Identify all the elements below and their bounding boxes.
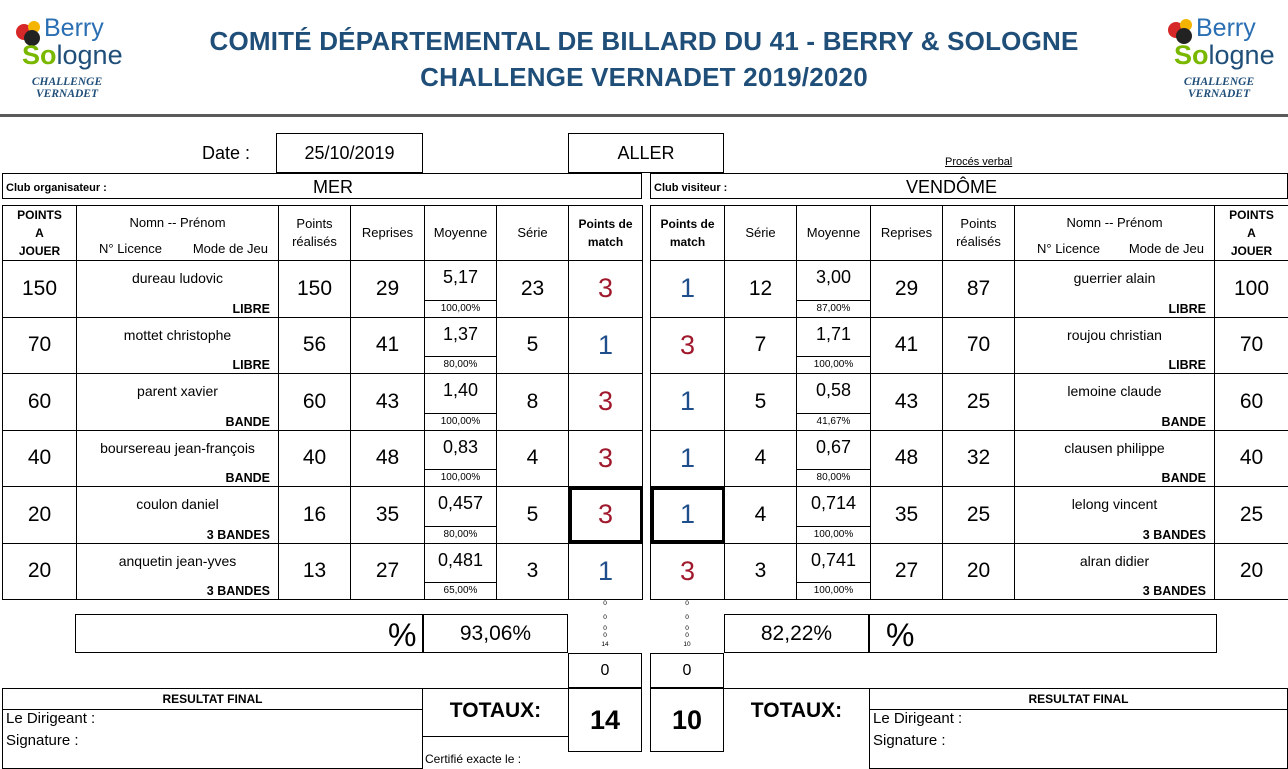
- points-match-cell: 3: [651, 317, 725, 374]
- dirigeant-label: Le Dirigeant :: [6, 710, 96, 727]
- player-cell: [77, 543, 279, 600]
- points-a-jouer-cell: 60: [1215, 374, 1288, 431]
- club-vis-name: VENDÔME: [906, 177, 998, 197]
- points-a-jouer-cell: 40: [1215, 430, 1288, 487]
- player-name: guerrier alain: [1073, 270, 1156, 286]
- reprises-cell: 27: [871, 543, 943, 600]
- reprises-cell: 41: [871, 317, 943, 374]
- points-a-jouer-cell: 70: [1215, 317, 1288, 374]
- moyenne-value: 3,00: [815, 267, 852, 287]
- moyenne-value: 0,83: [442, 436, 479, 457]
- player-name: lelong vincent: [1071, 496, 1158, 512]
- signature-label: Signature :: [873, 732, 946, 749]
- reprises-cell: 43: [351, 374, 425, 431]
- player-cell: [1015, 261, 1215, 318]
- col-serie: Série: [725, 206, 797, 261]
- points-match-cell: 3: [651, 543, 725, 600]
- reprises-cell: 27: [351, 543, 425, 600]
- club-org-name: MER: [313, 177, 353, 197]
- col-nom-prenom: Nomn -- Prénom N° Licence Mode de Jeu: [1015, 206, 1215, 261]
- home-small-values: 0 0 0 0 14: [601, 600, 609, 648]
- points-a-jouer-cell: 70: [3, 317, 77, 374]
- moyenne-value: 5,17: [442, 267, 479, 287]
- moyenne-cell: [797, 430, 871, 487]
- home-percent-box: [75, 614, 423, 653]
- points-realises-cell: 40: [279, 430, 351, 487]
- table-row: [3, 487, 643, 544]
- club-vis-label: Club visiteur :: [654, 182, 728, 194]
- table-row: [3, 261, 643, 318]
- player-cell: [1015, 374, 1215, 431]
- logo-right: [1160, 8, 1278, 112]
- moyenne-percent: 41,67%: [797, 413, 870, 429]
- date-value: 25/10/2019: [276, 133, 423, 173]
- points-realises-cell: 25: [943, 374, 1015, 431]
- player-name: lemoine claude: [1067, 383, 1162, 399]
- logo-subtitle: CHALLENGE VERNADET: [1183, 76, 1255, 100]
- moyenne-value: 0,714: [810, 493, 857, 513]
- points-match-cell: 1: [569, 317, 643, 374]
- away-header-row: [651, 206, 1288, 261]
- moyenne-percent: 100,00%: [425, 469, 496, 485]
- resultat-final-label: RESULTAT FINAL: [870, 692, 1287, 710]
- table-row: [651, 543, 1288, 600]
- leg-value: ALLER: [568, 133, 724, 173]
- points-realises-cell: 32: [943, 430, 1015, 487]
- game-mode: LIBRE: [1168, 358, 1206, 372]
- moyenne-percent: 80,00%: [425, 356, 496, 372]
- game-mode: LIBRE: [232, 358, 270, 372]
- totaux-label: TOTAUX:: [750, 699, 843, 722]
- logo-sologne-text: Sologne: [1174, 40, 1275, 70]
- col-points-realises: Points réalisés: [943, 206, 1015, 261]
- game-mode: BANDE: [1161, 471, 1206, 485]
- page-subtitle: CHALLENGE VERNADET 2019/2020: [420, 62, 868, 92]
- serie-cell: 5: [497, 487, 569, 544]
- player-cell: [77, 374, 279, 431]
- serie-cell: 3: [497, 543, 569, 600]
- col-points-match: Points de match: [569, 206, 643, 261]
- moyenne-cell: [425, 317, 497, 374]
- table-row: [3, 374, 643, 431]
- player-name: mottet christophe: [123, 326, 232, 343]
- dirigeant-label: Le Dirigeant :: [873, 710, 963, 727]
- game-mode: 3 BANDES: [206, 527, 270, 542]
- player-cell: [1015, 317, 1215, 374]
- points-a-jouer-cell: 60: [3, 374, 77, 431]
- home-zero: 0: [568, 653, 642, 688]
- table-row: [651, 261, 1288, 318]
- player-cell: [77, 487, 279, 544]
- away-results-table: [650, 205, 1288, 600]
- player-name: clausen philippe: [1064, 439, 1165, 456]
- points-realises-cell: 87: [943, 261, 1015, 318]
- serie-cell: 7: [725, 317, 797, 374]
- col-reprises: Reprises: [351, 206, 425, 261]
- col-points-match: Points de match: [651, 206, 725, 261]
- points-a-jouer-cell: 100: [1215, 261, 1288, 318]
- table-row: [651, 487, 1288, 544]
- points-a-jouer-cell: 150: [3, 261, 77, 318]
- player-cell: [77, 261, 279, 318]
- table-row: [3, 317, 643, 374]
- reprises-cell: 29: [351, 261, 425, 318]
- away-zero: 0: [650, 653, 724, 688]
- game-mode: BANDE: [225, 471, 270, 485]
- points-realises-cell: 25: [943, 487, 1015, 544]
- serie-cell: 4: [725, 430, 797, 487]
- club-visiteur-box: [650, 173, 1288, 199]
- serie-cell: 5: [497, 317, 569, 374]
- home-header-row: [3, 206, 643, 261]
- points-realises-cell: 16: [279, 487, 351, 544]
- game-mode: 3 BANDES: [1142, 584, 1206, 598]
- moyenne-value: 0,481: [437, 549, 484, 570]
- reprises-cell: 48: [871, 430, 943, 487]
- logo-berry-text: Berry: [44, 14, 104, 42]
- reprises-cell: 41: [351, 317, 425, 374]
- signature-label: Signature :: [6, 732, 79, 749]
- resultat-final-label: RESULTAT FINAL: [3, 692, 422, 710]
- moyenne-percent: 100,00%: [797, 582, 870, 598]
- moyenne-value: 0,58: [815, 380, 852, 400]
- serie-cell: 12: [725, 261, 797, 318]
- points-match-cell: 1: [651, 374, 725, 431]
- col-points-realises: Points réalisés: [279, 206, 351, 261]
- points-a-jouer-cell: 20: [3, 487, 77, 544]
- reprises-cell: 35: [351, 487, 425, 544]
- serie-cell: 23: [497, 261, 569, 318]
- club-org-label: Club organisateur :: [6, 182, 107, 194]
- col-nom-prenom: Nomn -- Prénom N° Licence Mode de Jeu: [77, 206, 279, 261]
- col-moyenne: Moyenne: [425, 206, 497, 261]
- points-a-jouer-cell: 40: [3, 430, 77, 487]
- player-name: alran didier: [1079, 552, 1150, 569]
- moyenne-percent: 100,00%: [797, 356, 870, 372]
- points-match-cell: 1: [569, 543, 643, 600]
- game-mode: 3 BANDES: [206, 584, 270, 598]
- moyenne-cell: [797, 374, 871, 431]
- moyenne-cell: [797, 543, 871, 600]
- serie-cell: 5: [725, 374, 797, 431]
- reprises-cell: 43: [871, 374, 943, 431]
- moyenne-percent: 80,00%: [797, 469, 870, 485]
- moyenne-percent: 87,00%: [797, 300, 870, 316]
- reprises-cell: 48: [351, 430, 425, 487]
- totaux-label: TOTAUX:: [449, 699, 542, 722]
- away-small-values: 0 0 0 0 10: [683, 600, 691, 648]
- home-results-table: [2, 205, 643, 600]
- page-title: COMITÉ DÉPARTEMENTAL DE BILLARD DU 41 - BERRY & SOLOGNE: [209, 26, 1079, 56]
- table-row: [651, 317, 1288, 374]
- moyenne-cell: [797, 261, 871, 318]
- serie-cell: 8: [497, 374, 569, 431]
- points-a-jouer-cell: 20: [3, 543, 77, 600]
- serie-cell: 4: [725, 487, 797, 544]
- table-row: [651, 430, 1288, 487]
- moyenne-cell: [797, 317, 871, 374]
- away-percent-box: [869, 614, 1217, 653]
- totaux-box-away: [724, 688, 869, 769]
- points-match-cell: 1: [651, 430, 725, 487]
- player-cell: [1015, 487, 1215, 544]
- moyenne-value: 0,457: [437, 493, 484, 513]
- game-mode: LIBRE: [232, 301, 270, 316]
- player-cell: [77, 430, 279, 487]
- points-match-cell: 3: [569, 430, 643, 487]
- player-cell: [1015, 543, 1215, 600]
- table-row: [3, 430, 643, 487]
- col-points-a-jouer: POINTS A JOUER: [3, 206, 77, 261]
- moyenne-value: 1,40: [442, 380, 479, 400]
- points-realises-cell: 150: [279, 261, 351, 318]
- game-mode: LIBRE: [1168, 301, 1206, 316]
- points-realises-cell: 70: [943, 317, 1015, 374]
- player-name: anquetin jean-yves: [118, 552, 237, 569]
- player-name: boursereau jean-françois: [100, 439, 255, 456]
- moyenne-value: 0,741: [810, 549, 857, 570]
- player-name: coulon daniel: [136, 496, 219, 512]
- game-mode: BANDE: [225, 414, 270, 429]
- points-realises-cell: 60: [279, 374, 351, 431]
- moyenne-percent: 80,00%: [425, 526, 496, 542]
- col-points-a-jouer: POINTS A JOUER: [1215, 206, 1288, 261]
- moyenne-percent: 100,00%: [425, 413, 496, 429]
- totaux-box-home: [423, 688, 568, 769]
- logo-left: [8, 8, 126, 112]
- home-result-box: [2, 688, 423, 769]
- moyenne-cell: [425, 430, 497, 487]
- moyenne-percent: 100,00%: [425, 300, 496, 316]
- player-cell: [77, 317, 279, 374]
- player-name: dureau ludovic: [131, 270, 224, 286]
- proces-verbal-label: Procés verbal: [945, 156, 1013, 168]
- points-match-cell: 3: [569, 487, 643, 544]
- club-organisateur-box: [2, 173, 642, 199]
- home-total: 14: [568, 688, 642, 752]
- moyenne-cell: [425, 374, 497, 431]
- reprises-cell: 29: [871, 261, 943, 318]
- away-total: 10: [650, 688, 724, 752]
- table-row: [651, 374, 1288, 431]
- points-match-cell: 1: [651, 487, 725, 544]
- moyenne-cell: [797, 487, 871, 544]
- reprises-cell: 35: [871, 487, 943, 544]
- col-reprises: Reprises: [871, 206, 943, 261]
- col-serie: Série: [497, 206, 569, 261]
- points-realises-cell: 20: [943, 543, 1015, 600]
- moyenne-percent: 65,00%: [425, 582, 496, 598]
- moyenne-cell: [425, 261, 497, 318]
- points-realises-cell: 56: [279, 317, 351, 374]
- points-a-jouer-cell: 20: [1215, 543, 1288, 600]
- table-row: [3, 543, 643, 600]
- serie-cell: 4: [497, 430, 569, 487]
- header-band: [0, 0, 1288, 117]
- moyenne-value: 0,67: [815, 436, 852, 457]
- away-result-box: [869, 688, 1288, 769]
- points-match-cell: 1: [651, 261, 725, 318]
- logo-subtitle: CHALLENGE VERNADET: [31, 76, 103, 100]
- percent-symbol: %: [886, 617, 915, 653]
- moyenne-percent: 100,00%: [797, 526, 870, 542]
- certifie-label: Certifié exacte le :: [425, 752, 522, 766]
- serie-cell: 3: [725, 543, 797, 600]
- home-percent-value: 93,06%: [423, 614, 568, 653]
- game-mode: 3 BANDES: [1142, 527, 1206, 542]
- moyenne-value: 1,37: [442, 323, 479, 344]
- date-label: Date :: [202, 143, 251, 163]
- points-realises-cell: 13: [279, 543, 351, 600]
- points-a-jouer-cell: 25: [1215, 487, 1288, 544]
- away-percent-value: 82,22%: [724, 614, 869, 653]
- player-name: roujou christian: [1067, 326, 1162, 343]
- points-match-cell: 3: [569, 261, 643, 318]
- col-moyenne: Moyenne: [797, 206, 871, 261]
- percent-symbol: %: [388, 617, 417, 653]
- logo-sologne-text: Sologne: [22, 40, 123, 70]
- player-cell: [1015, 430, 1215, 487]
- moyenne-value: 1,71: [815, 323, 852, 344]
- game-mode: BANDE: [1161, 414, 1206, 429]
- moyenne-cell: [425, 543, 497, 600]
- player-name: parent xavier: [137, 383, 218, 399]
- logo-berry-text: Berry: [1196, 14, 1256, 42]
- moyenne-cell: [425, 487, 497, 544]
- points-match-cell: 3: [569, 374, 643, 431]
